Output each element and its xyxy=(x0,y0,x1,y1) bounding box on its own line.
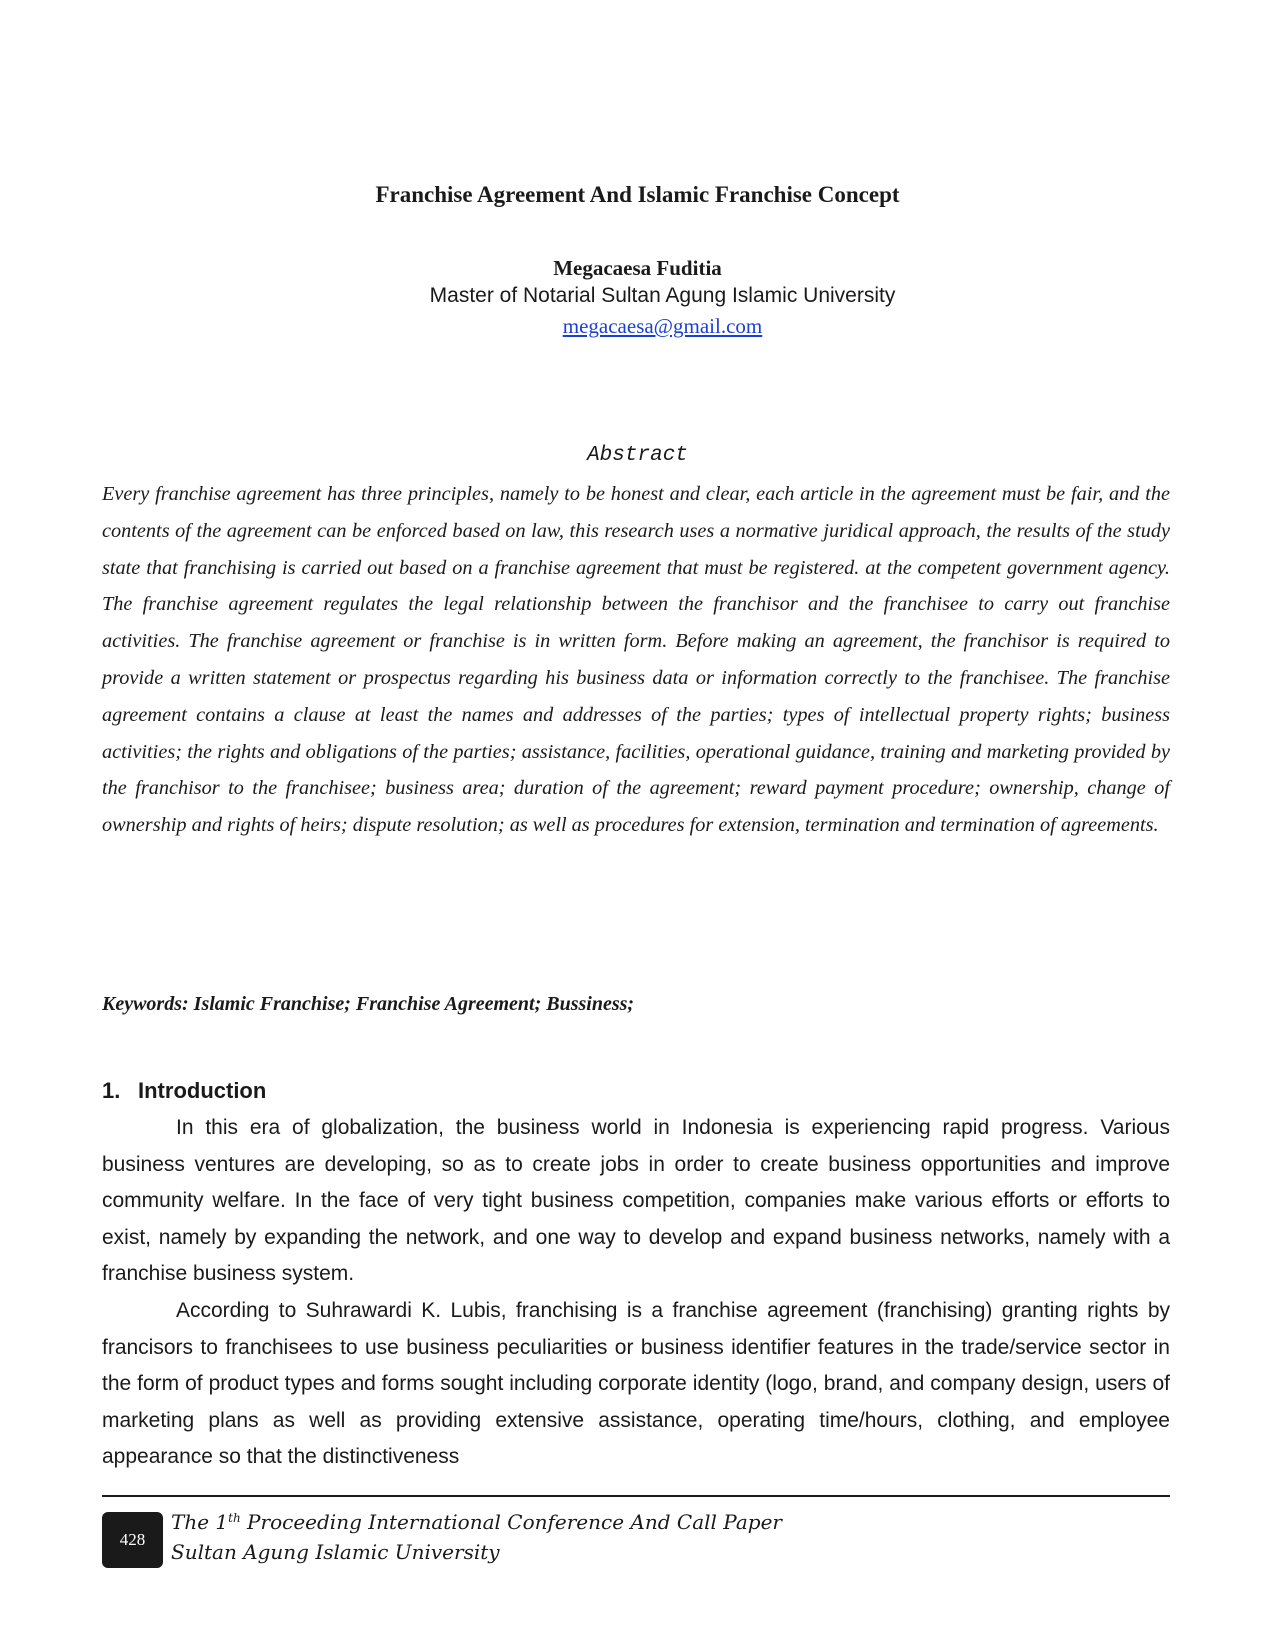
page-number-badge: 428 xyxy=(102,1512,163,1568)
keywords: Keywords: Islamic Franchise; Franchise Agreement; Bussiness; xyxy=(102,993,635,1015)
section-number: 1. xyxy=(102,1078,121,1103)
author-email-link[interactable]: megacaesa@gmail.com xyxy=(562,314,763,338)
footer-line1-suffix: Proceeding International Conference And Call Paper xyxy=(240,1510,782,1534)
author-name: Megacaesa Fuditia xyxy=(553,256,722,280)
footer-line1-ordinal: th xyxy=(228,1511,241,1525)
footer-proceeding-title xyxy=(171,1510,782,1534)
abstract-text: Every franchise agreement has three principles, namely to be honest and clear, each article in the agreement must be fair, and the contents of the agreement can be enforced based on law, this research uses a normative juridical approach, the results of the study state that franchising is carried out based on a franchise agreement that must be registered. at the competent government agency. The franchise agreement regulates the legal relationship between the franchisor and the franchisee to carry out franchise activities. The franchise agreement or franchise is in written form. Before making an agreement, the franchisor is required to provide a written statement or prospectus regarding his business data or information correctly to the franchisee. The franchise agreement contains a clause at least the names and addresses of the parties; types of intellectual property rights; business activities; the rights and obligations of the parties; assistance, facilities, operational guidance, training and marketing provided by the franchisor to the franchisee; business area; duration of the agreement; reward payment procedure; ownership, change of ownership and rights of heirs; dispute resolution; as well as procedures for extension, termination and termination of agreements. xyxy=(102,483,1170,837)
introduction-body xyxy=(102,1110,1170,1476)
section-title: Introduction xyxy=(138,1078,267,1103)
footer-line1-prefix: The 1 xyxy=(171,1510,229,1534)
paper-title: Franchise Agreement And Islamic Franchise Concept xyxy=(375,182,900,207)
introduction-paragraph: According to Suhrawardi K. Lubis, franchising is a franchise agreement (franchising) granting rights by francisors to franchisees to use business peculiarities or business identifier features in the trade/service sector in the form of product types and forms sought including corporate identity (logo, brand, and company design, users of marketing plans as well as providing extensive assistance, operating time/hours, clothing, and employee appearance so that the distinctiveness xyxy=(102,1298,1170,1469)
introduction-paragraph: In this era of globalization, the business world in Indonesia is experiencing rapid progress. Various business ventures are developing, so as to create jobs in order to create business opportunities and improve community welfare. In the face of very tight business competition, companies make various efforts or efforts to exist, namely by expanding the network, and one way to develop and expand business networks, namely with a franchise business system. xyxy=(102,1116,1170,1286)
author-affiliation: Master of Notarial Sultan Agung Islamic University xyxy=(429,284,896,307)
abstract-heading: Abstract xyxy=(587,444,688,467)
section-heading-introduction xyxy=(102,1078,266,1104)
footer-divider xyxy=(102,1495,1170,1497)
footer-university: Sultan Agung Islamic University xyxy=(171,1540,500,1564)
